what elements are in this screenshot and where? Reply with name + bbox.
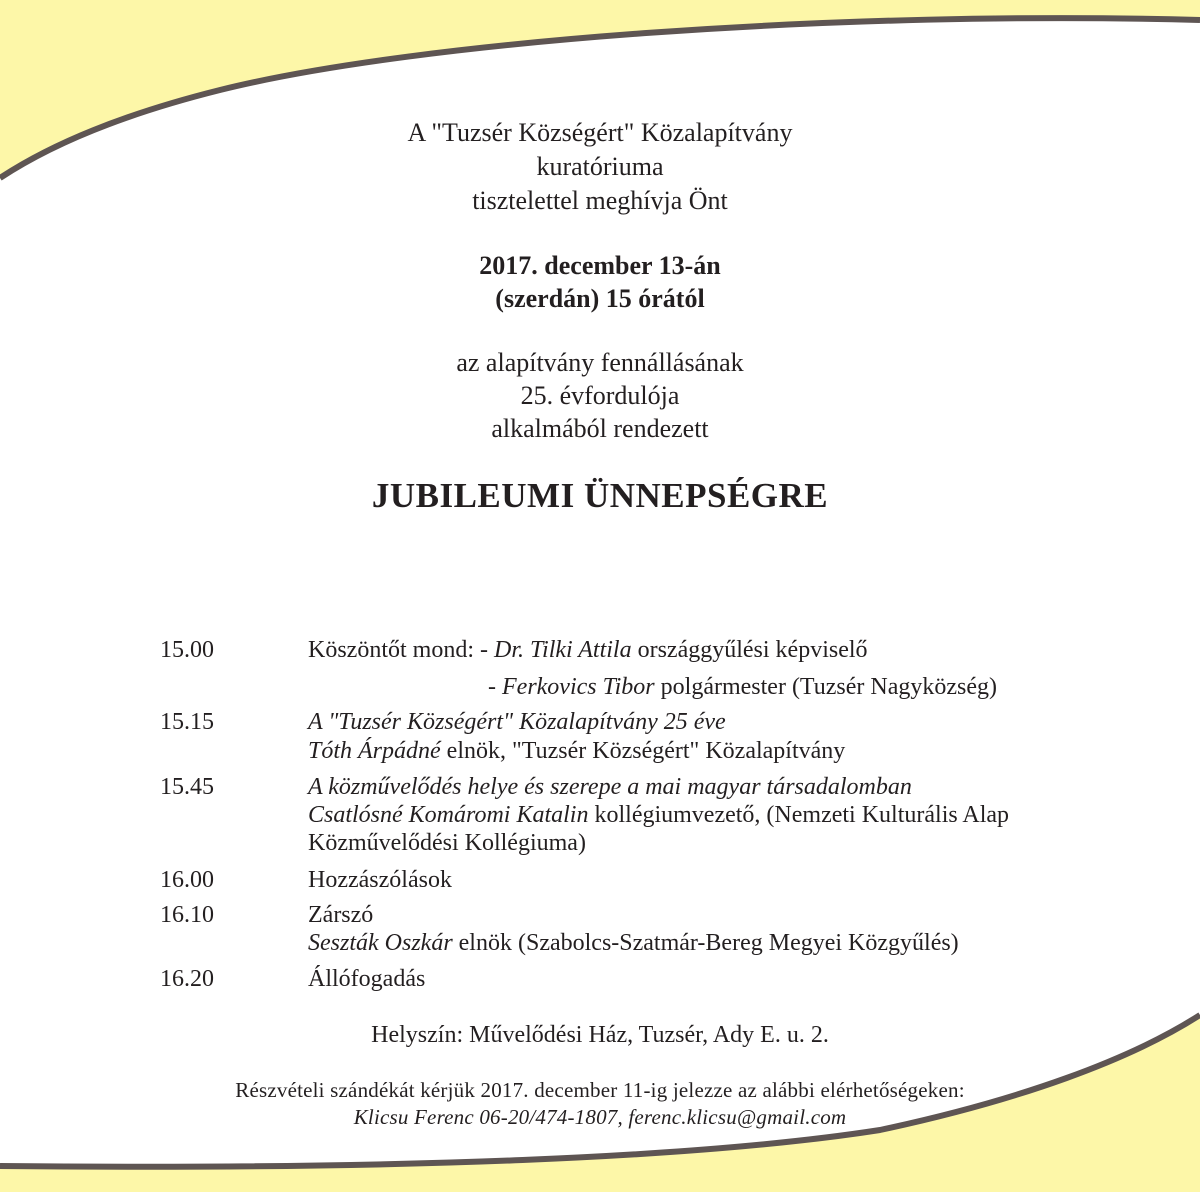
program-title: Állófogadás	[308, 966, 426, 992]
header-line-3: tisztelettel meghívja Önt	[472, 186, 728, 215]
rsvp-contact: Klicsu Ferenc 06-20/474-1807, ferenc.klicsu@gmail.com	[353, 1105, 847, 1129]
speaker-role: polgármester (Tuzsér Nagyközség)	[654, 674, 998, 700]
event-title: JUBILEUMI ÜNNEPSÉGRE	[371, 476, 829, 515]
date-line-1: 2017. december 13-án	[479, 251, 721, 280]
rsvp-note: Részvételi szándékát kérjük 2017. december 11-ig jelezze az alábbi elérhetőségeken:	[235, 1078, 965, 1102]
speaker-name: Dr. Tilki Attila	[494, 637, 632, 663]
speaker-name: Ferkovics Tibor	[502, 674, 655, 700]
program-title: Hozzászólások	[308, 867, 452, 893]
speaker-prefix: Köszöntőt mond: -	[308, 637, 494, 663]
program-time: 16.20	[160, 966, 214, 992]
program-title: Zárszó	[308, 902, 374, 928]
date-line-2: (szerdán) 15 órától	[495, 284, 705, 313]
header-line-1: A "Tuzsér Községért" Közalapítvány	[407, 118, 793, 147]
venue: Helyszín: Művelődési Ház, Tuzsér, Ady E. u. 2.	[371, 1022, 829, 1048]
occasion-line-2: 25. évfordulója	[520, 381, 680, 410]
program-time: 15.00	[160, 637, 214, 663]
program-description	[308, 929, 959, 958]
program-time: 16.00	[160, 867, 214, 893]
speaker-role: elnök (Szabolcs-Szatmár-Bereg Megyei Közgyűlés)	[452, 930, 959, 956]
program-description	[308, 737, 845, 766]
speaker-name: Seszták Oszkár	[308, 930, 453, 956]
program-description	[488, 673, 997, 702]
occasion-line-1: az alapítvány fennállásának	[456, 348, 744, 377]
speaker-name: Tóth Árpádné	[308, 738, 441, 764]
speaker-prefix: -	[488, 674, 502, 700]
program-time: 15.15	[160, 709, 214, 735]
speaker-role: országgyűlési képviselő	[631, 637, 868, 663]
speaker-role: elnök, "Tuzsér Községért" Közalapítvány	[440, 738, 846, 764]
program-title: A "Tuzsér Községért" Közalapítvány 25 éve	[308, 709, 726, 735]
program-description	[308, 801, 1009, 830]
speaker-name: Csatlósné Komáromi Katalin	[308, 802, 589, 828]
program-time: 16.10	[160, 902, 214, 928]
speaker-role-continued: Közművelődési Kollégiuma)	[308, 830, 586, 856]
header-line-2: kuratóriuma	[536, 152, 664, 181]
program-time: 15.45	[160, 774, 214, 800]
speaker-role: kollégiumvezető, (Nemzeti Kulturális Alap	[588, 802, 1010, 828]
occasion-line-3: alkalmából rendezett	[491, 414, 709, 443]
program-description	[308, 636, 868, 665]
program-title: A közművelődés helye és szerepe a mai magyar társadalomban	[308, 774, 912, 800]
